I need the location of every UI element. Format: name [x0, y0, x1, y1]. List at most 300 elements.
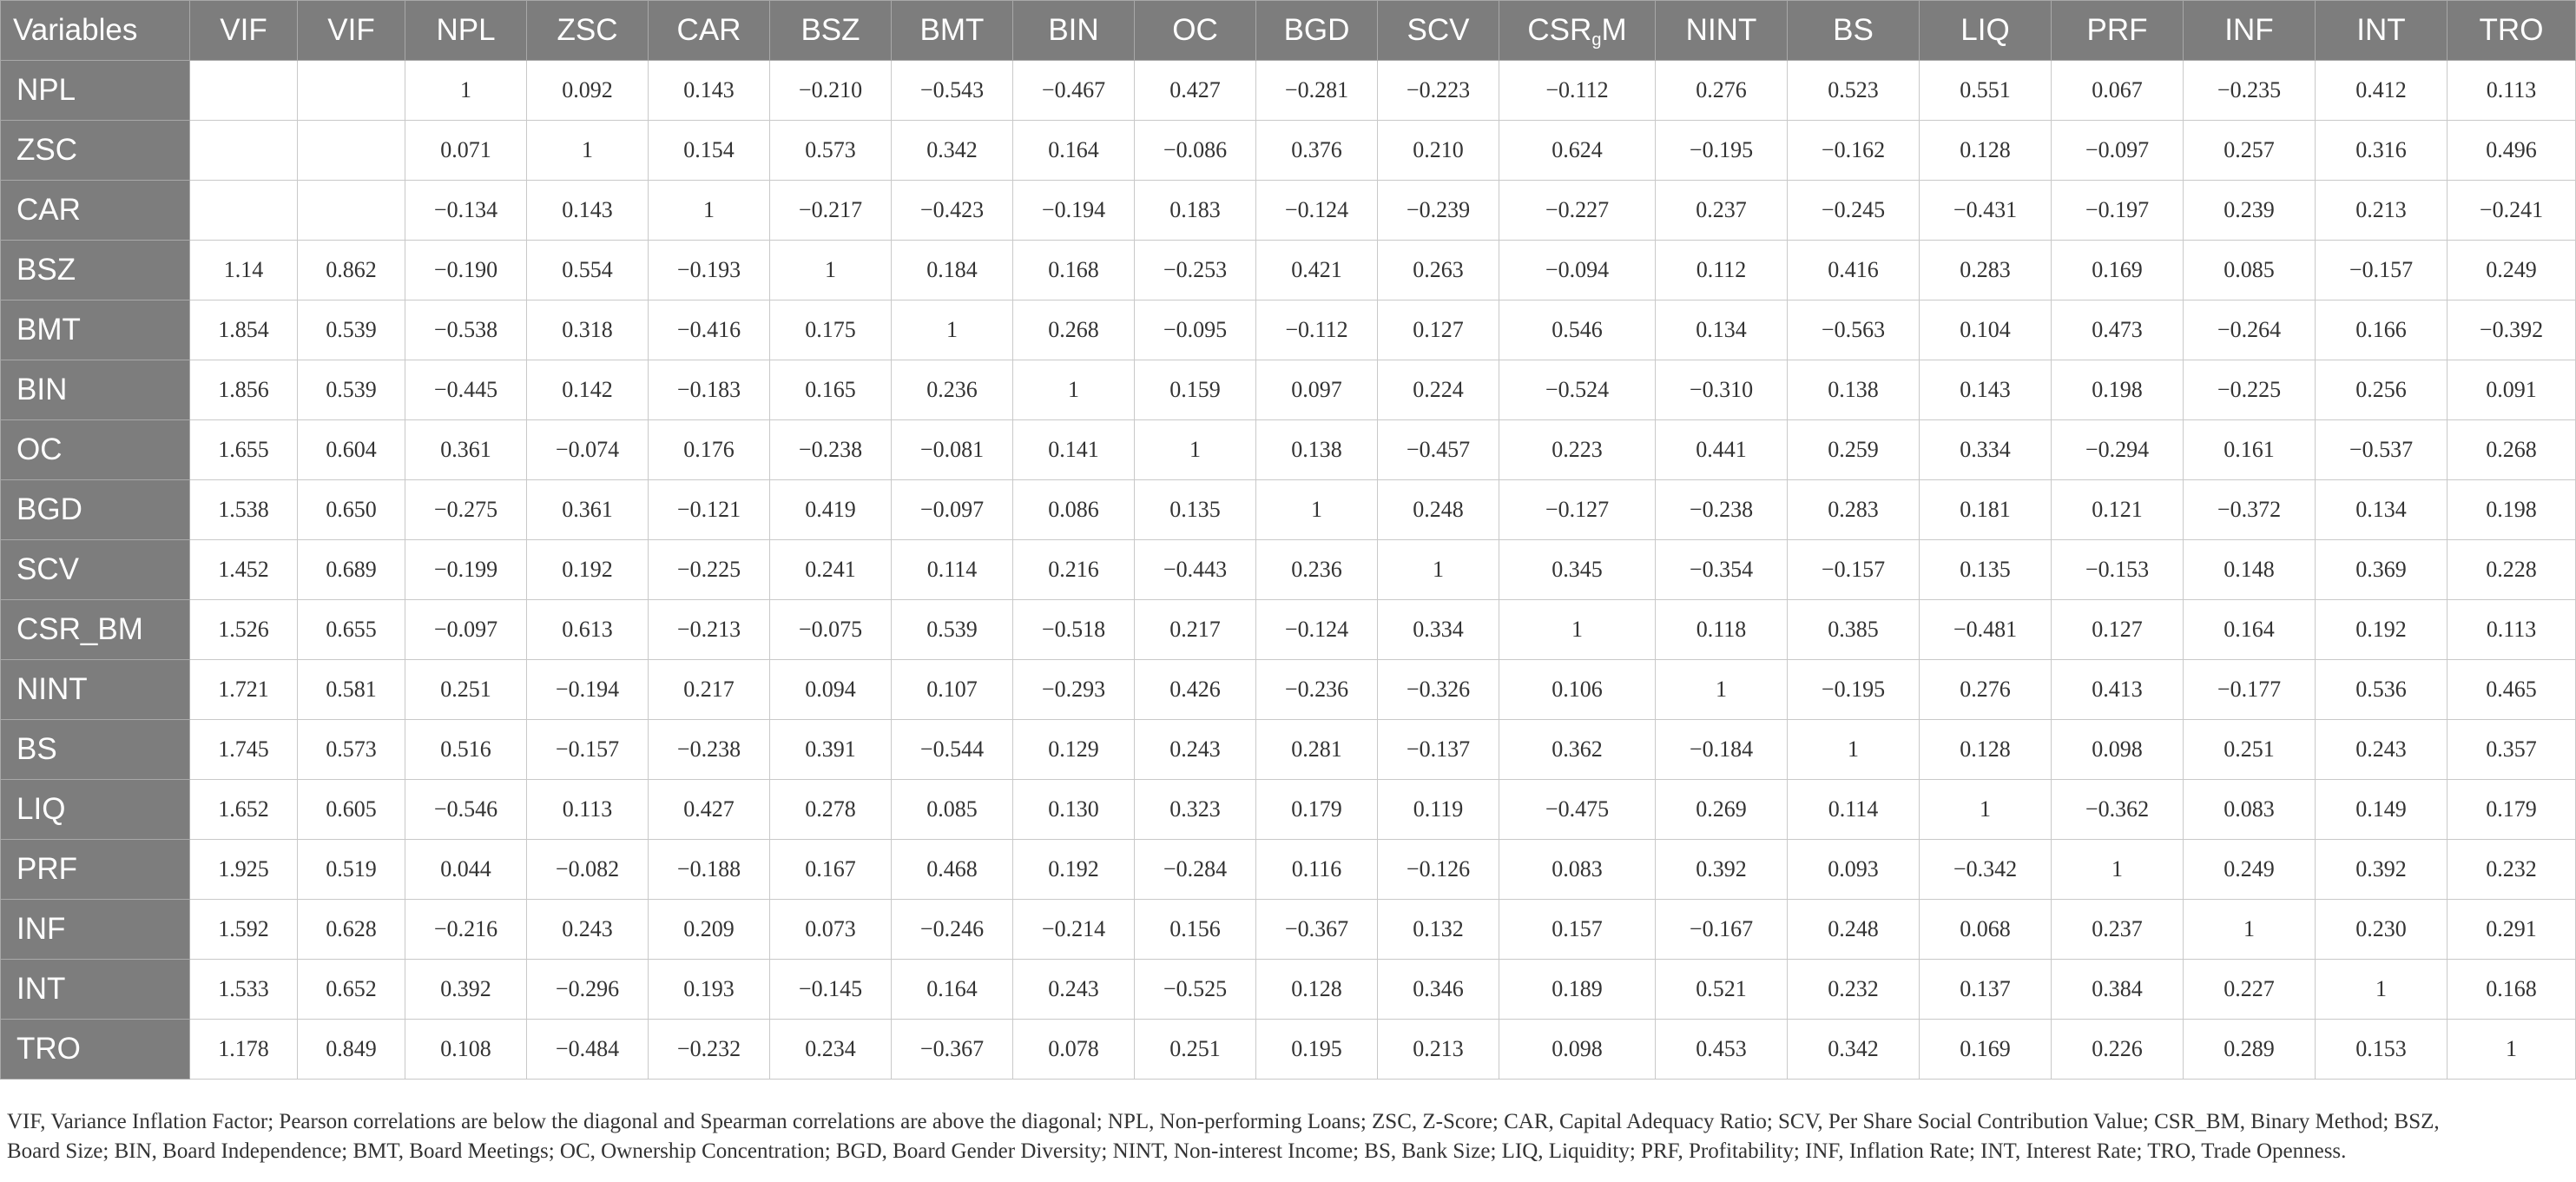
table-cell: 0.237 — [2052, 900, 2184, 960]
table-cell: 1 — [1788, 720, 1920, 780]
table-cell: 1 — [1499, 600, 1656, 660]
table-cell: −0.167 — [1656, 900, 1788, 960]
table-cell: −0.238 — [1656, 480, 1788, 540]
table-cell: 0.613 — [527, 600, 649, 660]
table-cell: −0.095 — [1135, 300, 1256, 360]
table-row — [1, 960, 2576, 1020]
table-cell: −0.194 — [1013, 181, 1135, 241]
table-cell: −0.367 — [1256, 900, 1378, 960]
table-cell: 0.291 — [2448, 900, 2576, 960]
table-cell: 0.384 — [2052, 960, 2184, 1020]
table-row — [1, 600, 2576, 660]
row-label: INF — [1, 900, 190, 960]
table-cell: 0.164 — [892, 960, 1013, 1020]
row-label: CAR — [1, 181, 190, 241]
table-cell: −0.445 — [405, 360, 527, 420]
table-cell: −0.275 — [405, 480, 527, 540]
table-cell: 0.142 — [527, 360, 649, 420]
table-cell: −0.082 — [527, 840, 649, 900]
table-cell: 0.097 — [1256, 360, 1378, 420]
table-cell: 0.068 — [1920, 900, 2052, 960]
row-label: BMT — [1, 300, 190, 360]
csr-header-main: CSR — [1527, 13, 1592, 47]
table-cell: −0.253 — [1135, 241, 1256, 300]
table-cell: 0.241 — [770, 540, 892, 600]
table-cell: 0.112 — [1656, 241, 1788, 300]
table-cell: 0.227 — [2184, 960, 2316, 1020]
table-cell: 0.165 — [770, 360, 892, 420]
table-cell: 0.453 — [1656, 1020, 1788, 1080]
table-cell: −0.563 — [1788, 300, 1920, 360]
table-cell: −0.443 — [1135, 540, 1256, 600]
table-cell: 0.166 — [2316, 300, 2448, 360]
table-cell: 0.539 — [892, 600, 1013, 660]
table-cell: 0.441 — [1656, 420, 1788, 480]
table-cell: 0.249 — [2448, 241, 2576, 300]
table-cell: −0.431 — [1920, 181, 2052, 241]
table-cell: −0.121 — [649, 480, 770, 540]
table-cell: −0.177 — [2184, 660, 2316, 720]
table-cell: −0.423 — [892, 181, 1013, 241]
row-label: BSZ — [1, 241, 190, 300]
table-cell: 0.427 — [1135, 61, 1256, 121]
table-cell: −0.145 — [770, 960, 892, 1020]
table-cell: −0.372 — [2184, 480, 2316, 540]
table-cell: 0.192 — [1013, 840, 1135, 900]
table-cell: −0.281 — [1256, 61, 1378, 121]
table-cell: 0.134 — [2316, 480, 2448, 540]
table-cell: 0.119 — [1378, 780, 1499, 840]
table-cell: 0.573 — [298, 720, 405, 780]
table-cell: 1 — [892, 300, 1013, 360]
table-cell: 0.098 — [1499, 1020, 1656, 1080]
table-cell: 0.143 — [649, 61, 770, 121]
table-cell: 0.128 — [1920, 121, 2052, 181]
table-cell: 0.269 — [1656, 780, 1788, 840]
table-cell: 0.169 — [1920, 1020, 2052, 1080]
table-cell: 0.521 — [1656, 960, 1788, 1020]
table-cell: −0.293 — [1013, 660, 1135, 720]
table-cell: 0.127 — [1378, 300, 1499, 360]
table-row — [1, 420, 2576, 480]
table-cell: 0.104 — [1920, 300, 2052, 360]
table-cell: −0.524 — [1499, 360, 1656, 420]
table-cell: 0.067 — [2052, 61, 2184, 121]
table-cell: 0.153 — [2316, 1020, 2448, 1080]
column-header-npl: NPL — [405, 1, 527, 61]
table-cell: 0.223 — [1499, 420, 1656, 480]
table-cell: −0.216 — [405, 900, 527, 960]
table-cell: 0.224 — [1378, 360, 1499, 420]
table-cell: 0.107 — [892, 660, 1013, 720]
table-cell: 0.128 — [1920, 720, 2052, 780]
table-cell: 1 — [649, 181, 770, 241]
table-cell: 0.604 — [298, 420, 405, 480]
table-cell: −0.284 — [1135, 840, 1256, 900]
table-cell: 0.849 — [298, 1020, 405, 1080]
row-label: LIQ — [1, 780, 190, 840]
table-cell: −0.153 — [2052, 540, 2184, 600]
table-cell: 1.745 — [190, 720, 298, 780]
table-cell: 0.085 — [892, 780, 1013, 840]
table-cell: 0.091 — [2448, 360, 2576, 420]
table-cell: −0.475 — [1499, 780, 1656, 840]
table-cell: −0.157 — [527, 720, 649, 780]
table-cell: 0.098 — [2052, 720, 2184, 780]
table-row — [1, 480, 2576, 540]
column-header-bmt: BMT — [892, 1, 1013, 61]
table-cell: 0.209 — [649, 900, 770, 960]
table-cell: −0.213 — [649, 600, 770, 660]
table-cell: 0.213 — [2316, 181, 2448, 241]
table-cell: 0.259 — [1788, 420, 1920, 480]
table-cell: −0.518 — [1013, 600, 1135, 660]
table-cell: 1 — [1920, 780, 2052, 840]
table-cell: −0.227 — [1499, 181, 1656, 241]
table-cell: 0.094 — [770, 660, 892, 720]
table-cell: 0.283 — [1788, 480, 1920, 540]
table-cell: −0.236 — [1256, 660, 1378, 720]
table-cell: 0.473 — [2052, 300, 2184, 360]
table-cell: −0.193 — [649, 241, 770, 300]
table-cell: 0.249 — [2184, 840, 2316, 900]
table-cell: 0.092 — [527, 61, 649, 121]
table-cell: −0.199 — [405, 540, 527, 600]
table-cell: 0.154 — [649, 121, 770, 181]
table-cell: 0.113 — [2448, 600, 2576, 660]
table-cell: −0.235 — [2184, 61, 2316, 121]
table-cell: 1 — [1378, 540, 1499, 600]
table-cell: 0.263 — [1378, 241, 1499, 300]
table-cell: 0.217 — [649, 660, 770, 720]
table-cell: 0.168 — [2448, 960, 2576, 1020]
csr-header-subscript: g — [1591, 30, 1602, 50]
table-row — [1, 181, 2576, 241]
table-cell: 0.369 — [2316, 540, 2448, 600]
table-cell: 0.181 — [1920, 480, 2052, 540]
table-cell: 0.334 — [1920, 420, 2052, 480]
table-cell: 0.318 — [527, 300, 649, 360]
table-cell: 0.071 — [405, 121, 527, 181]
table-cell: −0.457 — [1378, 420, 1499, 480]
table-cell: 1 — [1135, 420, 1256, 480]
table-cell: −0.362 — [2052, 780, 2184, 840]
table-cell: 0.465 — [2448, 660, 2576, 720]
table-cell: 0.376 — [1256, 121, 1378, 181]
table-cell: 0.342 — [1788, 1020, 1920, 1080]
table-cell: 0.551 — [1920, 61, 2052, 121]
table-cell: −0.214 — [1013, 900, 1135, 960]
table-cell: 1 — [1256, 480, 1378, 540]
table-cell: −0.225 — [2184, 360, 2316, 420]
table-cell: −0.537 — [2316, 420, 2448, 480]
table-cell — [190, 181, 298, 241]
table-cell: −0.217 — [770, 181, 892, 241]
table-cell: 0.234 — [770, 1020, 892, 1080]
table-cell: 1.592 — [190, 900, 298, 960]
table-cell: 0.243 — [1013, 960, 1135, 1020]
table-cell: 0.169 — [2052, 241, 2184, 300]
table-cell: 0.421 — [1256, 241, 1378, 300]
table-cell: 0.078 — [1013, 1020, 1135, 1080]
table-row — [1, 300, 2576, 360]
table-cell: −0.134 — [405, 181, 527, 241]
table-cell: 1 — [2448, 1020, 2576, 1080]
row-label: OC — [1, 420, 190, 480]
table-cell: −0.245 — [1788, 181, 1920, 241]
table-cell: 1.854 — [190, 300, 298, 360]
row-label: ZSC — [1, 121, 190, 181]
table-cell: 0.323 — [1135, 780, 1256, 840]
table-cell: 0.044 — [405, 840, 527, 900]
table-row — [1, 660, 2576, 720]
table-row — [1, 900, 2576, 960]
table-cell: 0.138 — [1788, 360, 1920, 420]
table-cell: 0.362 — [1499, 720, 1656, 780]
row-label: NPL — [1, 61, 190, 121]
header-row — [1, 1, 2576, 61]
table-cell: 0.114 — [892, 540, 1013, 600]
table-cell: 0.217 — [1135, 600, 1256, 660]
table-cell: 0.114 — [1788, 780, 1920, 840]
table-cell: 0.176 — [649, 420, 770, 480]
table-cell: 0.346 — [1378, 960, 1499, 1020]
table-cell: 0.113 — [527, 780, 649, 840]
table-cell: 0.106 — [1499, 660, 1656, 720]
table-cell: 0.113 — [2448, 61, 2576, 121]
table-cell: 1 — [405, 61, 527, 121]
table-cell: 0.243 — [2316, 720, 2448, 780]
table-cell: 0.278 — [770, 780, 892, 840]
table-cell: 0.862 — [298, 241, 405, 300]
column-header-nint: NINT — [1656, 1, 1788, 61]
table-cell: 0.192 — [2316, 600, 2448, 660]
table-cell: 0.157 — [1499, 900, 1656, 960]
column-header-car: CAR — [649, 1, 770, 61]
table-cell: 1 — [1013, 360, 1135, 420]
table-cell: 1.14 — [190, 241, 298, 300]
table-cell: 0.134 — [1656, 300, 1788, 360]
row-label: TRO — [1, 1020, 190, 1080]
table-cell — [298, 181, 405, 241]
table-cell: −0.481 — [1920, 600, 2052, 660]
table-cell: 0.416 — [1788, 241, 1920, 300]
table-cell: 0.198 — [2052, 360, 2184, 420]
table-cell: 0.232 — [1788, 960, 1920, 1020]
table-cell: −0.157 — [1788, 540, 1920, 600]
table-cell: 0.137 — [1920, 960, 2052, 1020]
table-cell: 0.257 — [2184, 121, 2316, 181]
table-cell: −0.124 — [1256, 181, 1378, 241]
table-cell — [190, 121, 298, 181]
table-cell: 0.251 — [1135, 1020, 1256, 1080]
table-cell: 0.232 — [2448, 840, 2576, 900]
table-cell: −0.137 — [1378, 720, 1499, 780]
table-cell: 0.128 — [1256, 960, 1378, 1020]
row-label: NINT — [1, 660, 190, 720]
table-cell: 0.392 — [1656, 840, 1788, 900]
table-cell: −0.367 — [892, 1020, 1013, 1080]
table-cell: 0.342 — [892, 121, 1013, 181]
csr-header-tail: M — [1601, 13, 1627, 47]
table-cell: 0.192 — [527, 540, 649, 600]
table-cell: 0.175 — [770, 300, 892, 360]
table-cell: −0.183 — [649, 360, 770, 420]
table-cell: 0.184 — [892, 241, 1013, 300]
row-label: SCV — [1, 540, 190, 600]
table-cell: 0.289 — [2184, 1020, 2316, 1080]
row-label: BGD — [1, 480, 190, 540]
column-header-bin: BIN — [1013, 1, 1135, 61]
table-row — [1, 61, 2576, 121]
table-cell: −0.241 — [2448, 181, 2576, 241]
table-cell: 0.650 — [298, 480, 405, 540]
table-row — [1, 720, 2576, 780]
table-row — [1, 840, 2576, 900]
table-cell: 0.516 — [405, 720, 527, 780]
table-cell: 0.228 — [2448, 540, 2576, 600]
table-cell: 0.116 — [1256, 840, 1378, 900]
table-cell: −0.525 — [1135, 960, 1256, 1020]
column-header-oc: OC — [1135, 1, 1256, 61]
column-header-zsc: ZSC — [527, 1, 649, 61]
table-cell: −0.188 — [649, 840, 770, 900]
table-cell: −0.157 — [2316, 241, 2448, 300]
table-cell: 1 — [527, 121, 649, 181]
column-header-inf: INF — [2184, 1, 2316, 61]
column-header-bsz: BSZ — [770, 1, 892, 61]
table-cell: −0.184 — [1656, 720, 1788, 780]
table-cell: −0.354 — [1656, 540, 1788, 600]
table-cell: −0.190 — [405, 241, 527, 300]
table-row — [1, 241, 2576, 300]
table-cell: −0.074 — [527, 420, 649, 480]
table-cell: −0.086 — [1135, 121, 1256, 181]
table-cell: 0.189 — [1499, 960, 1656, 1020]
table-cell: −0.232 — [649, 1020, 770, 1080]
header-variables: Variables — [1, 1, 190, 61]
column-header-vif: VIF — [298, 1, 405, 61]
table-cell: 0.226 — [2052, 1020, 2184, 1080]
column-header-bgd: BGD — [1256, 1, 1378, 61]
table-cell: 0.334 — [1378, 600, 1499, 660]
table-cell: 0.268 — [1013, 300, 1135, 360]
table-cell: 0.251 — [2184, 720, 2316, 780]
table-cell: 0.496 — [2448, 121, 2576, 181]
table-cell: 0.581 — [298, 660, 405, 720]
table-cell: −0.127 — [1499, 480, 1656, 540]
table-cell: −0.544 — [892, 720, 1013, 780]
table-cell: 0.130 — [1013, 780, 1135, 840]
table-cell: 0.161 — [2184, 420, 2316, 480]
table-cell: 0.243 — [527, 900, 649, 960]
table-cell: 0.167 — [770, 840, 892, 900]
table-cell: 0.239 — [2184, 181, 2316, 241]
table-row — [1, 540, 2576, 600]
table-cell: −0.126 — [1378, 840, 1499, 900]
table-cell: 0.138 — [1256, 420, 1378, 480]
table-cell: 0.689 — [298, 540, 405, 600]
table-cell: −0.246 — [892, 900, 1013, 960]
table-cell: 0.276 — [1656, 61, 1788, 121]
table-cell: 0.073 — [770, 900, 892, 960]
table-cell: −0.195 — [1656, 121, 1788, 181]
table-cell: 0.149 — [2316, 780, 2448, 840]
table-cell: 0.118 — [1656, 600, 1788, 660]
table-cell: 0.523 — [1788, 61, 1920, 121]
table-cell: −0.310 — [1656, 360, 1788, 420]
table-cell: 0.179 — [2448, 780, 2576, 840]
table-cell: 0.655 — [298, 600, 405, 660]
row-label: PRF — [1, 840, 190, 900]
column-header-scv: SCV — [1378, 1, 1499, 61]
table-cell: 0.539 — [298, 360, 405, 420]
table-cell: 0.283 — [1920, 241, 2052, 300]
table-cell: 0.132 — [1378, 900, 1499, 960]
table-cell: −0.081 — [892, 420, 1013, 480]
table-cell: 0.230 — [2316, 900, 2448, 960]
table-cell: −0.294 — [2052, 420, 2184, 480]
table-cell: 0.135 — [1920, 540, 2052, 600]
table-cell: −0.296 — [527, 960, 649, 1020]
table-cell: 0.179 — [1256, 780, 1378, 840]
table-row — [1, 780, 2576, 840]
table-cell: 0.276 — [1920, 660, 2052, 720]
table-cell — [298, 121, 405, 181]
table-cell: 0.243 — [1135, 720, 1256, 780]
table-cell: 1 — [1656, 660, 1788, 720]
row-label: BS — [1, 720, 190, 780]
table-cell: −0.342 — [1920, 840, 2052, 900]
table-cell — [190, 61, 298, 121]
table-cell: 0.573 — [770, 121, 892, 181]
table-cell: 0.083 — [1499, 840, 1656, 900]
table-cell: 0.385 — [1788, 600, 1920, 660]
table-cell: 0.159 — [1135, 360, 1256, 420]
table-cell: 0.281 — [1256, 720, 1378, 780]
table-cell: −0.194 — [527, 660, 649, 720]
table-cell: 0.236 — [1256, 540, 1378, 600]
table-cell: 0.143 — [527, 181, 649, 241]
table-cell: 0.237 — [1656, 181, 1788, 241]
table-cell: 0.248 — [1378, 480, 1499, 540]
table-cell: 0.156 — [1135, 900, 1256, 960]
table-cell: 0.391 — [770, 720, 892, 780]
table-cell: 1 — [770, 241, 892, 300]
table-cell: −0.416 — [649, 300, 770, 360]
table-cell: 1.721 — [190, 660, 298, 720]
table-cell: 1.856 — [190, 360, 298, 420]
table-cell: 0.536 — [2316, 660, 2448, 720]
table-cell: −0.238 — [770, 420, 892, 480]
table-cell: 0.083 — [2184, 780, 2316, 840]
table-cell: 0.183 — [1135, 181, 1256, 241]
table-cell: −0.112 — [1256, 300, 1378, 360]
column-header-tro: TRO — [2448, 1, 2576, 61]
table-cell: 0.121 — [2052, 480, 2184, 540]
table-cell: −0.075 — [770, 600, 892, 660]
table-cell: 0.216 — [1013, 540, 1135, 600]
table-cell: −0.197 — [2052, 181, 2184, 241]
table-cell: −0.162 — [1788, 121, 1920, 181]
table-cell: 0.248 — [1788, 900, 1920, 960]
table-cell: 0.268 — [2448, 420, 2576, 480]
table-cell: −0.225 — [649, 540, 770, 600]
table-cell: 0.539 — [298, 300, 405, 360]
row-label: BIN — [1, 360, 190, 420]
table-cell: 0.392 — [2316, 840, 2448, 900]
table-cell: 0.210 — [1378, 121, 1499, 181]
